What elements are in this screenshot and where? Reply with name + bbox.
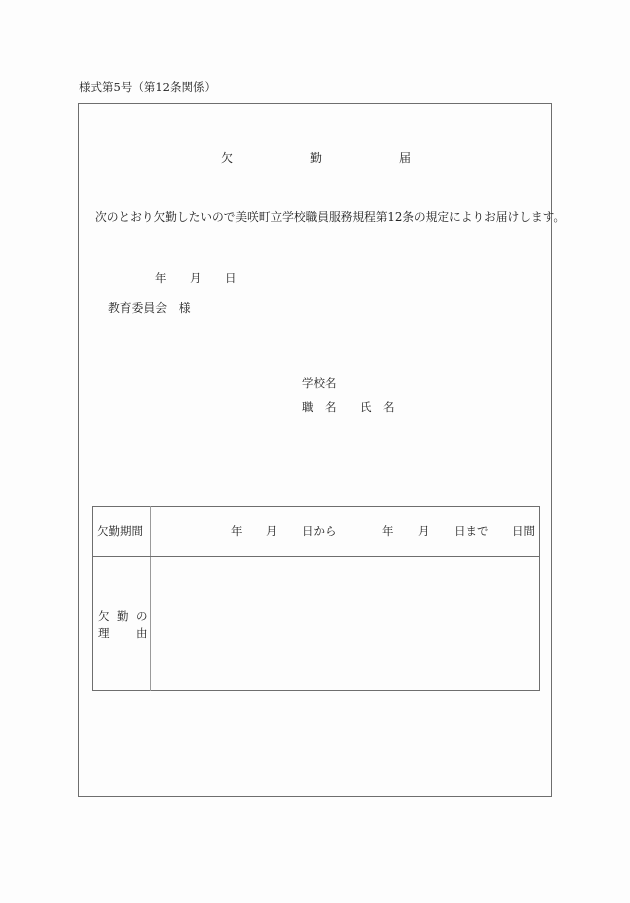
title-char-3: 届	[399, 151, 412, 165]
position-label: 職 名	[302, 400, 337, 414]
reason-label-char: の	[136, 609, 148, 623]
reason-label-char: 由	[136, 626, 148, 640]
absence-reason-label-line2	[98, 628, 155, 640]
period-to-day[interactable]: 日まで	[454, 524, 489, 538]
reason-label-char: 欠	[98, 609, 110, 623]
table-column-divider	[150, 506, 151, 691]
absence-reason-label-line1	[98, 611, 155, 623]
period-from-month[interactable]: 月	[266, 524, 278, 538]
absence-period-label: 欠勤期間	[97, 524, 143, 538]
applicant-name-label: 氏 名	[360, 400, 395, 414]
period-from-day[interactable]: 日から	[302, 524, 337, 538]
date-year-label: 年	[155, 271, 167, 285]
reason-label-char: 理	[98, 626, 110, 640]
date-month-label: 月	[190, 271, 202, 285]
period-days[interactable]: 日間	[512, 524, 535, 538]
period-to-month[interactable]: 月	[418, 524, 430, 538]
reason-label-char: 勤	[117, 609, 129, 623]
period-to-year[interactable]: 年	[382, 524, 394, 538]
school-name-label: 学校名	[302, 376, 337, 390]
table-row-divider	[92, 556, 540, 557]
title-char-2: 勤	[310, 151, 323, 165]
form-number: 様式第5号（第12条関係）	[79, 80, 216, 94]
period-from-year[interactable]: 年	[231, 524, 243, 538]
form-frame	[78, 103, 552, 797]
title-char-1: 欠	[221, 151, 234, 165]
date-day-label: 日	[225, 271, 237, 285]
addressee: 教育委員会 様	[108, 301, 191, 315]
statement-text: 次のとおり欠勤したいので美咲町立学校職員服務規程第12条の規定によりお届けします。	[95, 210, 566, 224]
absence-reason-field[interactable]	[153, 558, 537, 688]
